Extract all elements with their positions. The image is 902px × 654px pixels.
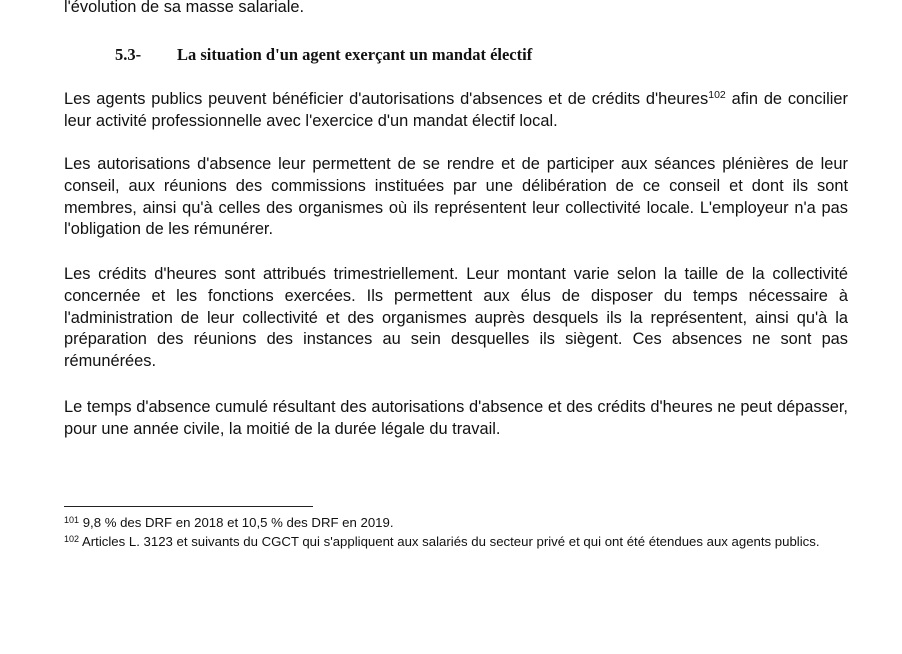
footnote-text-101: 9,8 % des DRF en 2018 et 10,5 % des DRF en 2019.: [79, 515, 394, 530]
paragraph-autorisations-absence: Les autorisations d'absence leur permettent de se rendre et de participer aux séances plénières de leur conseil, aux réunions des commissions instituées par une délibération de ce conseil et dont ils sont membres, ainsi qu'à celles des organismes où ils représentent leur collectivité locale. L'employeur n'a pas l'obligation de les rémunérer.: [64, 155, 848, 239]
section-heading: [115, 45, 532, 65]
previous-paragraph-end: l'évolution de sa masse salariale.: [64, 0, 305, 16]
section-title: La situation d'un agent exerçant un mandat électif: [177, 45, 533, 64]
footnote-ref-102: 102: [708, 89, 726, 101]
footnote-101: [64, 515, 848, 531]
footnote-102: [64, 534, 848, 550]
section-number: 5.3-: [115, 45, 142, 64]
paragraph-mandat-intro-text: Les agents publics peuvent bénéficier d'autorisations d'absences et de crédits d'heures: [64, 90, 709, 108]
paragraph-credits-heures: Les crédits d'heures sont attribués trimestriellement. Leur montant varie selon la taille de la collectivité concernée et les fonctions exercées. Ils permettent aux élus de disposer du temps nécessaire à l'administration de leur collectivité et des organismes auprès desquels ils la représentent, ainsi qu'à la préparation des réunions des instances au sein desquelles ils siègent. Ces absences ne sont pas rémunérées.: [64, 265, 848, 371]
footnote-number-102: 102: [64, 534, 80, 544]
paragraph-temps-absence: Le temps d'absence cumulé résultant des autorisations d'absence et des crédits d'heures ne peut dépasser, pour une année civile, la moitié de la durée légale du travail.: [64, 398, 848, 438]
footnote-text-102: Articles L. 3123 et suivants du CGCT qui s'appliquent aux salariés du secteur privé et qui ont été étendues aux agents publics.: [79, 534, 820, 549]
footnote-separator: [64, 506, 313, 507]
footnote-number-101: 101: [64, 515, 80, 525]
paragraph-mandat-intro: [64, 89, 848, 133]
paragraph-mandat-intro-text-end: afin de concilier leur activité professionnelle avec l'exercice d'un mandat électif local.: [64, 90, 848, 130]
